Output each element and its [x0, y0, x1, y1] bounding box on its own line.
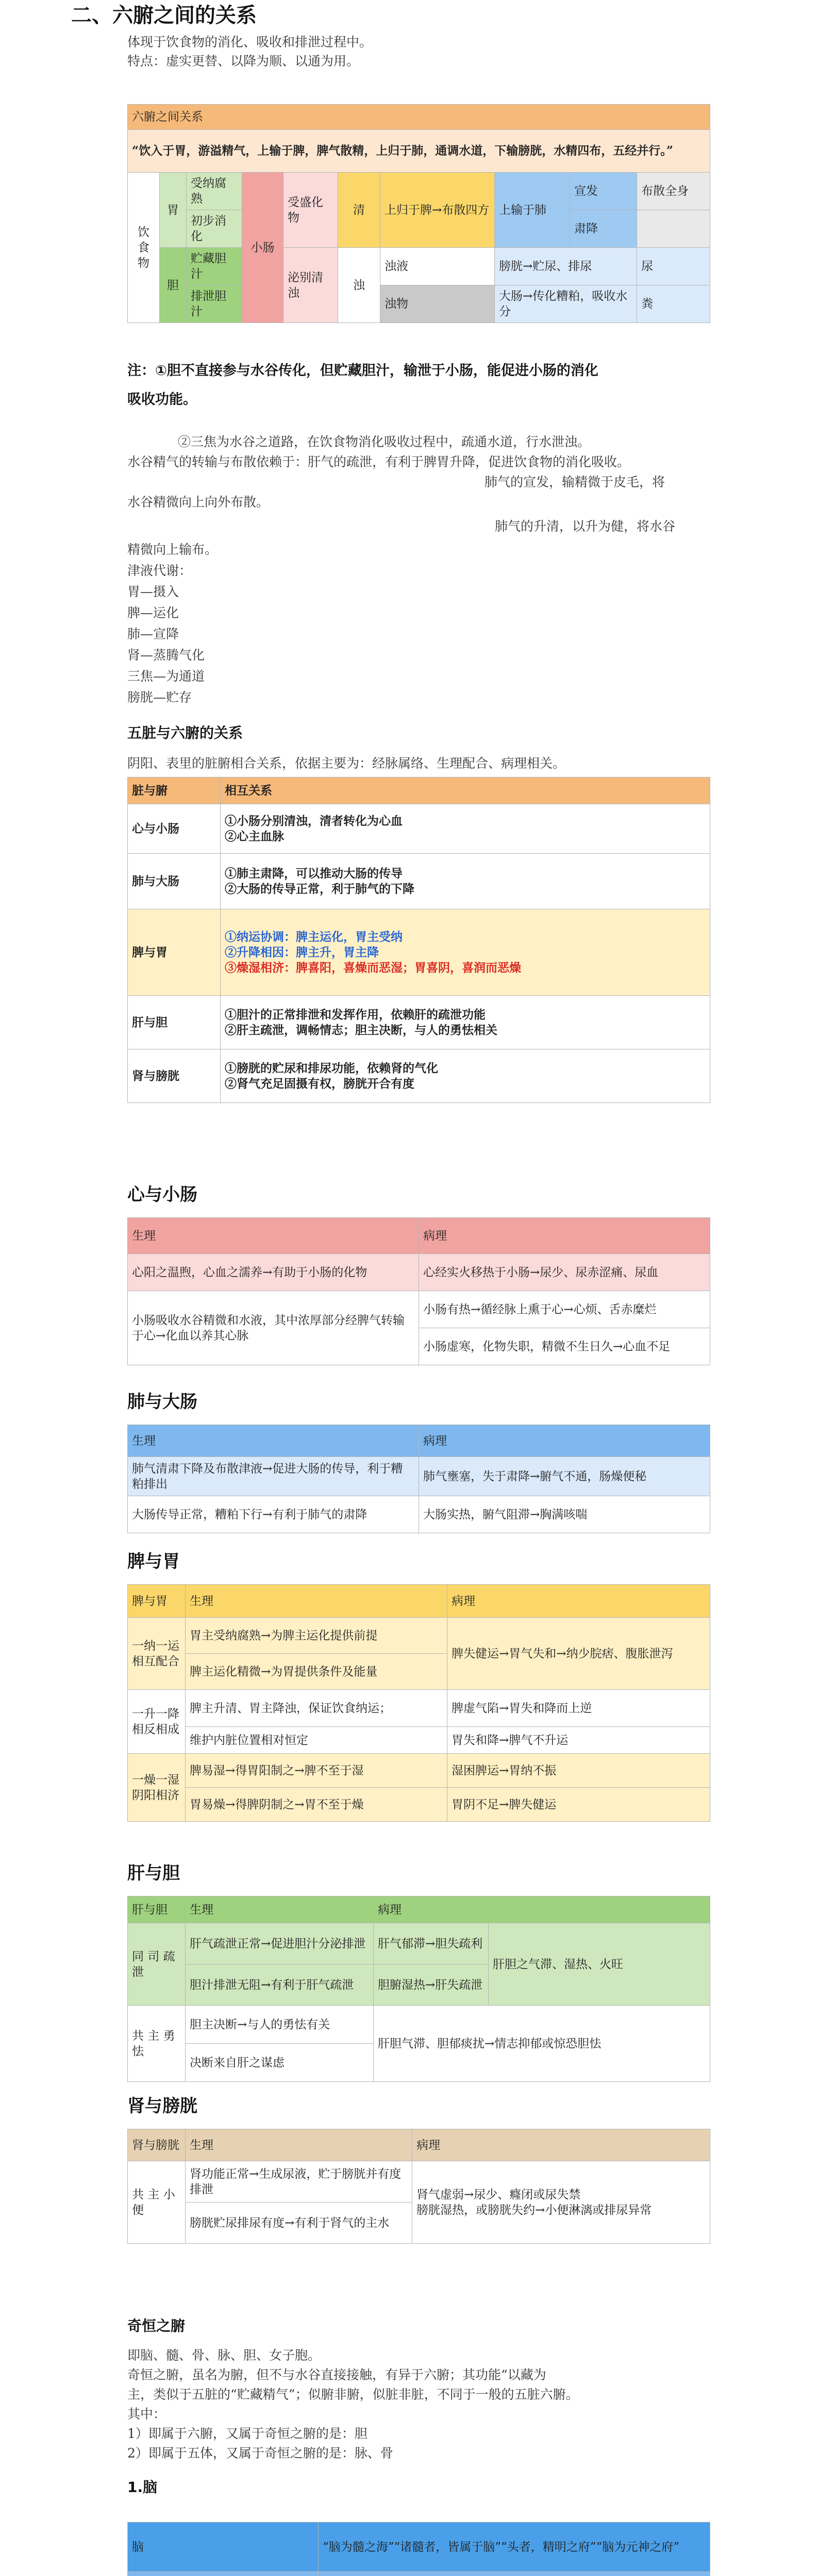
- zangfu-row-content: ①纳运协调：脾主运化，胃主受纳 ②升降相因：脾主升，胃主降 ③燥湿相济：脾喜阳，喜燥而恶湿；胃喜阴，喜润而恶燥: [221, 909, 710, 996]
- zangfu-row-name: 肝与胆: [128, 996, 221, 1049]
- nao-header-0: 脑: [128, 2522, 319, 2572]
- qiheng-line: 主，类似于五脏的“贮藏精气”；似腑非腑，似脏非脏，不同于一般的五脏六腑。: [127, 2387, 579, 2402]
- shen-header-1: 生理: [186, 2129, 412, 2161]
- fei-patho-2: 大肠实热，腑气阻滞→胸满咳喘: [419, 1496, 710, 1533]
- shen-header-2: 病理: [412, 2129, 710, 2161]
- pi-row3-a: 脾易湿→得胃阳制之→脾不至于湿: [186, 1754, 447, 1788]
- pi-row3-b: 胃易燥→得脾阴制之→胃不至于燥: [186, 1788, 447, 1822]
- table1-title: 六腑之间关系: [128, 105, 710, 130]
- gan-row1-b: 胆汁排泄无阻→有利于肝气疏泄: [186, 1964, 374, 2006]
- cell-shounafushu: 受纳腐熟: [187, 173, 242, 210]
- cell-mibieqingzhuo: 泌别清浊: [283, 248, 338, 323]
- intro-line-1: 体现于饮食物的消化、吸收和排泄过程中。: [127, 35, 373, 49]
- section-title: 二、六腑之间的关系: [71, 4, 257, 27]
- qiheng-line: 1）即属于六腑，又属于奇恒之腑的是：胆: [127, 2426, 368, 2441]
- gan-row2-name: 共 主 勇 怯: [128, 2006, 186, 2082]
- zangfu-row-name: 脾与胃: [128, 909, 221, 996]
- cell-zhuowu: 浊物: [380, 285, 495, 323]
- cell-shangguiyupi: 上归于脾→布散四方: [380, 173, 495, 248]
- qiheng-line: 即脑、髓、骨、脉、胆、女子胞。: [127, 2348, 321, 2363]
- pi-header-1: 生理: [186, 1585, 447, 1618]
- cell-suowang: 肃降: [570, 210, 637, 248]
- shen-patho: 肾气虚弱→尿少、癃闭或尿失禁 膀胱湿热，或膀胱失约→小便淋漓或排尿异常: [412, 2161, 710, 2244]
- cell-dachang: 大肠→传化糟粕，吸收水分: [495, 285, 637, 323]
- gan-header-2: 病理: [374, 1896, 710, 1923]
- metabolism-item: 胃—摄入: [127, 584, 179, 599]
- nao-row-a: [128, 2572, 319, 2576]
- qiheng-title: 奇恒之腑: [127, 2317, 186, 2334]
- zangfu-row-content: ①肺主肃降，可以推动大肠的传导 ②大肠的传导正常，利于肺气的下降: [221, 854, 710, 909]
- shen-row-name: 共 主 小 便: [128, 2161, 186, 2244]
- shen-title: 肾与膀胱: [127, 2096, 197, 2116]
- fei-header-2: 病理: [419, 1425, 710, 1457]
- cell-blank-1: [637, 210, 710, 248]
- zangfu-row-content: ①小肠分别清浊，清者转化为心血 ②心主血脉: [221, 804, 710, 854]
- fei-physio-2: 大肠传导正常，糟粕下行→有利于肺气的肃降: [128, 1496, 419, 1533]
- pi-row3-c: 湿困脾运→胃纳不振: [447, 1754, 710, 1788]
- pi-header-2: 病理: [447, 1585, 710, 1618]
- metabolism-item: 肺—宣降: [127, 626, 179, 641]
- gan-row2-b: 决断来自肝之谋虑: [186, 2044, 374, 2082]
- pi-row2-c: 脾虚气陷→胃失和降而上逆: [447, 1690, 710, 1727]
- cell-xiaochang: 小肠: [242, 173, 283, 323]
- xin-header-1: 生理: [128, 1218, 419, 1254]
- xin-patho-3: 小肠虚寒，化物失职，精微不生日久→心血不足: [419, 1328, 710, 1365]
- metabolism-item: 膀胱—贮存: [127, 690, 192, 705]
- gan-header-1: 生理: [186, 1896, 374, 1923]
- pi-row1-b: 脾主运化精微→为胃提供条件及能量: [186, 1654, 447, 1690]
- note-line-1: ②三焦为水谷之道路，在饮食物消化吸收过程中，疏通水道，行水泄浊。: [178, 434, 591, 449]
- pi-row1-c: 脾失健运→胃气失和→纳少脘痞、腹胀泄泻: [447, 1618, 710, 1690]
- table2-header-2: 相互关系: [221, 777, 710, 804]
- zangfu-row-content: ①膀胱的贮尿和排尿功能，依赖肾的气化 ②肾气充足固摄有权，膀胱开合有度: [221, 1049, 710, 1103]
- pi-row3-d: 胃阴不足→脾失健运: [447, 1788, 710, 1822]
- cell-zhucangdanzhi: 贮藏胆汁: [187, 248, 242, 285]
- qiheng-line: 奇恒之腑，虽名为腑，但不与水谷直接接触，有异于六腑；其功能“以藏为: [127, 2367, 546, 2382]
- note-left-2: 水谷精微向上向外布散。: [127, 495, 270, 510]
- note-right-1: 肺气的宣发，输精微于皮毛，将: [485, 474, 665, 489]
- nao-header-1: “脑为髓之海”“诸髓者，皆属于脑”“头者，精明之府”“脑为元神之府”: [319, 2522, 710, 2572]
- gan-row1-e: 肝胆之气滞、湿热、火旺: [489, 1923, 710, 2006]
- pi-row2-d: 胃失和降→脾气不升运: [447, 1727, 710, 1754]
- gan-header-0: 肝与胆: [128, 1896, 186, 1923]
- cell-niao: 尿: [637, 248, 710, 285]
- zangfu-intro: 阴阳、表里的脏腑相合关系，依据主要为：经脉属络、生理配合、病理相关。: [127, 756, 566, 771]
- fei-title: 肺与大肠: [127, 1392, 197, 1412]
- cell-zhuoye: 浊液: [380, 248, 495, 285]
- qiheng-line: 2）即属于五体，又属于奇恒之腑的是：脉、骨: [127, 2446, 393, 2461]
- note-right-2: 肺气的升清，以升为健，将水谷: [495, 519, 676, 534]
- zangfu-title: 五脏与六腑的关系: [127, 724, 243, 741]
- table2-header-1: 脏与腑: [128, 777, 221, 804]
- zangfu-row-name: 肺与大肠: [128, 854, 221, 909]
- qiheng-line: 其中：: [127, 2406, 166, 2421]
- table-fei: [127, 1425, 710, 1533]
- pi-row2-b: 维护内脏位置相对恒定: [186, 1727, 447, 1754]
- note-main: 注：①胆不直接参与水谷传化，但贮藏胆汁，输泄于小肠，能促进小肠的消化: [127, 363, 598, 379]
- pi-row1-name: 一纳一运相互配合: [128, 1618, 186, 1690]
- gan-row2-a: 胆主决断→与人的勇怯有关: [186, 2006, 374, 2044]
- pi-title: 脾与胃: [127, 1551, 180, 1572]
- xin-title: 心与小肠: [127, 1184, 197, 1205]
- pi-row1-a: 胃主受纳腐熟→为脾主运化提供前提: [186, 1618, 447, 1654]
- cell-paixiedanzhi: 排泄胆汁: [187, 285, 242, 323]
- fei-header-1: 生理: [128, 1425, 419, 1457]
- fei-patho-1: 肺气壅塞，失于肃降→腑气不通，肠燥便秘: [419, 1457, 710, 1496]
- gan-row2-c: 肝胆气滞、胆郁痰扰→情志抑郁或惊恐胆怯: [374, 2006, 710, 2082]
- intro-line-2: 特点：虚实更替、以降为顺、以通为用。: [127, 54, 360, 69]
- xin-header-2: 病理: [419, 1218, 710, 1254]
- cell-shoushenghuawu: 受盛化物: [283, 173, 338, 248]
- xin-physio-2: 小肠吸收水谷精微和水液，其中浓厚部分经脾气转输于心→化血以养其心脉: [128, 1291, 419, 1365]
- table-nao: [127, 2522, 710, 2576]
- cell-dan: 胆: [160, 248, 187, 323]
- gan-row1-name: 同 司 疏泄: [128, 1923, 186, 2006]
- xin-patho-1: 心经实火移热于小肠→尿少、尿赤涩痛、尿血: [419, 1254, 710, 1291]
- cell-fen: 粪: [637, 285, 710, 323]
- gan-row1-c: 肝气郁滞→胆失疏利: [374, 1923, 489, 1964]
- cell-pangguang: 膀胱→贮尿、排尿: [495, 248, 637, 285]
- table1-subtitle: “饮入于胃，游溢精气，上输于脾，脾气散精，上归于肺，通调水道，下输膀胱，水精四布，五经并行。”: [128, 130, 710, 173]
- metabolism-item: 三焦—为通道: [127, 669, 205, 684]
- pi-row2-a: 脾主升清、胃主降浊，保证饮食纳运；: [186, 1690, 447, 1727]
- shen-header-0: 肾与膀胱: [128, 2129, 186, 2161]
- gan-row1-a: 肝气疏泄正常→促进胆汁分泌排泄: [186, 1923, 374, 1964]
- zangfu-row-name: 心与小肠: [128, 804, 221, 854]
- table-zangfu: [127, 777, 710, 1103]
- shen-physio-2: 膀胱贮尿排尿有度→有利于肾气的主水: [186, 2202, 412, 2244]
- cell-wei: 胃: [160, 173, 187, 248]
- cell-zhuo: 浊: [338, 248, 380, 323]
- cell-yinshiwu: 饮 食 物: [128, 173, 160, 323]
- pi-row2-name: 一升一降相反相成: [128, 1690, 186, 1754]
- gan-title: 肝与胆: [127, 1863, 180, 1884]
- table-pi: [127, 1584, 710, 1822]
- fei-physio-1: 肺气清肃下降及布散津液→促进大肠的传导，利于糟粕排出: [128, 1457, 419, 1496]
- xin-patho-2: 小肠有热→循经脉上熏于心→心烦、舌赤糜烂: [419, 1291, 710, 1328]
- table-shen: [127, 2129, 710, 2244]
- cell-xuanfa: 宣发: [570, 173, 637, 210]
- cell-shangshuyufei: 上输于肺: [495, 173, 570, 248]
- nao-title: 1.脑: [127, 2479, 158, 2496]
- pi-header-0: 脾与胃: [128, 1585, 186, 1618]
- xin-physio-1: 心阳之温煦，心血之濡养→有助于小肠的化物: [128, 1254, 419, 1291]
- note-left-3: 精微向上输布。: [127, 542, 218, 557]
- table-liufu-relations: [127, 104, 710, 323]
- nao-row-b: [319, 2572, 710, 2576]
- pi-row3-name: 一燥一湿阴阳相济: [128, 1754, 186, 1822]
- zangfu-row-content: ①胆汁的正常排泄和发挥作用，依赖肝的疏泄功能 ②肝主疏泄，调畅情志；胆主决断，与人的勇怯相关: [221, 996, 710, 1049]
- metabolism-title: 津液代谢：: [127, 563, 192, 578]
- metabolism-item: 肾—蒸腾气化: [127, 648, 205, 663]
- shen-physio-1: 肾功能正常→生成尿液，贮于膀胱并有度排泄: [186, 2161, 412, 2202]
- metabolism-item: 脾—运化: [127, 605, 179, 620]
- note-line-2: 水谷精气的转输与布散依赖于：肝气的疏泄，有利于脾胃升降，促进饮食物的消化吸收。: [127, 454, 630, 469]
- gan-row1-d: 胆腑湿热→肝失疏泄: [374, 1964, 489, 2006]
- cell-chubuxiaohua: 初步消化: [187, 210, 242, 248]
- cell-busanquanshen: 布散全身: [637, 173, 710, 210]
- table-gan: [127, 1896, 710, 2082]
- note-main-2: 吸收功能。: [127, 392, 197, 408]
- zangfu-row-name: 肾与膀胱: [128, 1049, 221, 1103]
- cell-qing: 清: [338, 173, 380, 248]
- table-xin: [127, 1217, 710, 1365]
